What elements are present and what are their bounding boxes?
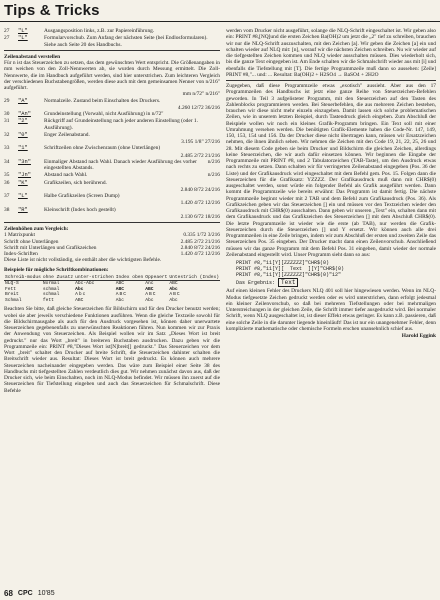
table-header: ohne Zusatz [42,274,74,280]
command-row [4,180,220,186]
table-cell: Breit [5,292,19,298]
command-description: Grundeinstellung (Vorwahl, nicht Ausführung) in n/72" [44,111,164,117]
table-cell: Abc [75,286,84,292]
command-code: "2" [18,118,28,125]
command-row [4,28,220,34]
section-note: Diese Liste ist nicht vollständig, sie enthält aber die wichtigsten Befehle. [4,257,162,264]
command-row [4,111,220,117]
command-number: 27 [4,28,10,34]
command-code: "K" [18,179,28,186]
magazine-name: CPC [17,589,33,597]
divider [4,50,220,51]
command-number: 38 [4,206,10,213]
command-description: Kleinschrift (Index hoch gestellt) [44,206,116,213]
divider [4,222,220,223]
command-row [4,172,220,178]
command-number: 33 [4,145,10,152]
command-number: 32 [4,131,10,138]
table-cell: Abc [115,297,125,303]
listing-line: PRINT #8,"11[Y][ZZZZZZ]"CHR$(0) [236,260,330,266]
command-code: "Jn" [18,172,31,179]
command-value: 3.195 1/8" 27/216 [181,139,220,145]
command-number: 36 [4,179,10,186]
command-number: 29 [4,97,10,104]
command-code: "3n" [18,158,31,165]
combination-table [4,275,220,304]
command-description: Einmaliger Abstand nach Wahl. Danach wieder Ausführung des vorher eingestellten Abstands. [44,158,197,171]
table-header: unter-strichen [75,274,114,280]
table-row [4,298,220,304]
command-value: 2.130 6/72 18/216 [180,213,220,220]
table-cell: Abc [145,297,154,303]
command-row [4,159,220,172]
command-value: 2.840 8/72 24/216 [180,186,220,193]
command-row [4,193,220,199]
command-code: "L" [18,193,28,199]
command-description: Formularvorschub. Zum Anfang der nächsten Seite (bei Endlosformularen). Siehe auch Seite 20 des Handbuchs. [44,35,208,48]
table-cell: Abc-Abc [75,281,95,287]
command-value: 4.260 12/72 36/216 [177,104,220,111]
table-cell: Abc [169,286,178,292]
command-row [4,118,220,131]
command-number: 30 [4,111,10,117]
command-row [4,132,220,138]
mode-name: Schrift ohne Unterlängen [4,238,59,245]
table-header-row [4,275,220,281]
command-code: "L" [18,35,28,42]
table-cell: ABC [145,292,157,298]
result-box: Text [278,278,298,287]
table-cell: Schmal [5,297,22,303]
table-cell: NLQ-S [5,281,19,287]
table-cell: fett [42,297,54,303]
table-cell: ABC [115,286,125,292]
mode-values: 0.335 1/72 3/216 [183,232,220,239]
mode-values: 2.840 8/72 24/216 [180,244,220,251]
command-number: 37 [4,193,10,199]
command-description: Grafikzeilen, sich berührend. [44,179,107,186]
body-text: Beachten Sie bitte, daß gleiche Steuerzeichen für Bildschirm und für den Drucker benutzt werden; wobei sie aber jeweils verschiedene Funktionen ausführen. Wenn die gleiche Textzeile sowohl für die Bildschirmausgabe als auch für den Ausdruck vorgesehen ist, können daher unerwartete Steuerzeichen gegebenenfalls zu unerwünschten Reaktionen führen. Nun kommen wir zur Praxis der Anwendung von Steuerzeichen. Als Beispiel wollen wir im Satz „Dieses Wort ist breit gedruckt." nur das Wort „breit" in breiteren Buchstaben ausdrucken. Dazu geben wir die Programmzeile ein: PRINT #8,"Dieses Wort ist[N]breit[] gedruckt." Das Steuerzeichen vor dem Wort „breit" schaltet den Drucker auf breite Schrift, die Steuerzeichen dahinter schalten die Breitschrift wieder aus. Resultat: Dieses Wort ist breit gedruckt. Es können auch mehrere Steuerzeichen nacheinander eingegeben werden. Das wäre zum Beispiel einer Seite 38 des Handbuchs mit tiefgestellten Zahlen verdeutlich dies gut. Wir nehmen zunächst davon aus, daß der Drucker sich, wie beim Einschalten, noch im NLQ-Modus befindet. Wir müssen ihn zuerst auf die Steuerzeichen für Tiefstellung eingeben und auch das Steuerzeichen für Schmalschrift. Diese Befehle [4,306,220,394]
page-header [0,0,440,22]
divider [226,80,436,81]
table-cell: Normal [42,281,60,287]
command-row [4,35,220,48]
command-value: 1.420 4/72 12/216 [180,200,220,207]
body-text: Zugegeben, daß diese Programmzeile etwas „exotisch" aussieht. Aber aus den 17 Programmzeilen des Handbuchs ist jetzt eine ganze Reihe von Steuerzeichen-Befehlen geworden. In Teil 3 aufgelisteter Programm, mit den Steuerzeichen auf den Tasten des Zahlenblocks programmieren werden. Bei Steuerbefehlen, die aus mehreren Zeichen bestehen, brauchen wir diese nicht mehr einzeln einzugeben. Damit lassen sich solche problematischen Zeilen, wie in unserem letzten Beispiel, durch Tastendruck gleich eingeben. Zum Abschluß der Beispiele wollen wir noch ein kleines Grafik-Programm bringen. Ein Text soll mit einer Umrahmung versehen werden. Die benötigten Grafik-Elemente haben die Code-Nr. 147, 149, 150, 153, 154 und 156. Da der Drucker diese nicht übertragen kann, müssen wir Ersatzzeichen nehmen, die ihnen ähnlich sehen. Wir nehmen die Zeichen mit den Code 19, 21, 22, 25, 26 und 28. Mit diesem Code geben sie beim Drucker und Bildschirm die gleichen Zeichen, allerdings keine Steuerzeichen, die wir auch dafür einsetzen können. Wir beginnen die Eingabe der Programmzeile mit PRINT #8, und 2 Tabulatorzeichen (TAB-Taste), um den Ausdruck etwas nach rechts zu setzen. Dann schalten wir für verringerten Zeilenabstand eingegeben (Pos. 36 der Liste) und der Grafikausdruck wird eingeschaltet mit dem Befehl gem. Pos. 15. Folgen dann die Steuerzeichen für die Grafiksatz: YZZZZ. Der Grafikausdruck muß dann mit CHR$(0) ausgeschaltet werden, sonst würde ein folgender Befehl als Grafik ausgeführt werden. Dann kommt die Programmzeile wie bereits erwähnt: Das Programm ist damit fertig. Die nächste Programmzeile beginnt wieder mit 2 TAB und dem Befehl zum Grafikausdruck (Pos. 36). Als Grafikzeichen geben wir das Steuerzeichen [] ein und müssen vor den Textzeichen wieder den Grafikausdruck mit CHR$(0) ausschalten. Dann geben wir unseren „Text" ein, schalten dann mit dem Grafikausdruck und das Grafikzeichen des Steuerzeichen [] mit dem Abschluß CHR$(0). Die letzte Programmzeile ist wieder wie die erste (ab TAB), nur werden die Grafik-Steuerzeichen durch die Steuerzeichen [] und Y ersetzt. Wir können auch alle drei Programmzeilen in eine Zeile bringen, indem wir zum Abschluß der ersten und zweiten Zeile das Steuerzeichen Pos. 35 eingeben. Der Drucker macht dann einen Zeilenvorschub. Anschließend müssen wir das ganze Programm mit dem Befehl Pos. 31 eingeben, damit wieder der normale Zeilenabstand eingestellt wird. Unser Programm sieht dann so aus: [226,83,436,258]
command-description: Normalzeile. Zustand beim Einschalten des Druckers. [44,97,161,104]
command-value: n/216 [207,172,220,179]
table-cell: ABC [169,292,181,298]
table-cell: Abc [169,297,178,303]
command-code: "R" [18,206,28,213]
listing-line: PRINT #8,"11[Y][ZZZZZZ]"CHR$(0)"12" [236,272,342,278]
command-value: n/216 [207,158,220,165]
column-header: mm n/72" n/216" [182,91,220,98]
table-cell: Fett [5,286,17,292]
result-label: Das Ergebnis: [236,280,276,286]
mode-values: 1.420 4/72 12/216 [180,251,220,257]
table-cell: Abc [75,292,87,298]
command-description: Enger Zeilenabstand. [44,131,90,138]
command-description: Ausgangsposition links, z.B. zur Papiereinführung. [44,28,155,34]
command-code: "0" [18,131,28,138]
listing-line: PRINT #8,"11[Y][ Text ][Y]"CHR$(0) [236,266,345,272]
table-cell: ABC [145,286,154,292]
table-cell: ABC [169,281,178,287]
table-header: Schreib-modus [5,274,41,280]
command-number: 34 [4,158,10,165]
section-text: Für n ist das Steuerzeichen zu setzen, das dem gewünschten Wert entspricht. Die Größenangaben in mm weichen von den Zoll-Nennwerten ab, sie wurden durch Messung ermittelt. Die Zoll-Nennwerte, die im Handbuch aufgeführt werden, sind hier unterstrichen. Zum leichteren Vergleich der verschiedenen Buchstabengrößen, werden diese auch mit dem gemeinsamen Nenner von n/216" aufgeführt. [4,60,220,91]
command-code: "L" [18,28,28,34]
table-cell: ABC [115,281,125,287]
command-row [4,145,220,151]
section-heading: Beispiele für mögliche Schriftkombinationen: [4,266,109,273]
command-description: Rückgriff auf Grundeinstellung nach jeder anderen Einstellung (oder 1. Ausführung). [44,118,198,131]
left-column [4,28,220,394]
command-code: "1" [18,145,28,152]
mode-name: Index-Schriften [4,251,38,257]
table-header: Oppeaert [145,274,168,280]
table-header: Index oben [115,274,144,280]
command-row [4,98,220,104]
page-title: Tips & Tricks [4,2,100,19]
table-cell: ABC [75,297,84,303]
command-description: Abstand nach Wahl. [44,172,88,179]
right-column [226,28,436,339]
page-number: 68 [4,588,13,598]
section-heading: Zeilenhöhen zum Vergleich: [4,226,69,232]
table-cell: schmal [42,286,60,292]
command-value: 2.485 2/72 21/216 [180,152,220,159]
command-code: "An" [18,111,31,117]
page-footer [4,587,436,599]
mode-name: 1 Matrixpunkt [4,232,35,239]
command-row [4,207,220,213]
command-number: 31 [4,118,10,125]
section-heading: Zeilenabstand verstellen [4,53,61,60]
result-line [236,280,436,286]
command-description: Halbe Grafikzeilen (Screen Dump) [44,193,120,199]
body-text: werden vom Drucker nicht ausgeführt, solange die NLQ-Schrift eingeschaltet ist. Wir geben also ein: PRINT #8,[NQ]und die ersten Zeichen Ba(OH)2 um jetzt die „2" tief zu schreiben, brauchen wir nur die NLQ-Schrift auszuschalten, mit den Zeichen [a]. Wir geben die Zeichen [a] ein und schalten wieder auf NLQ mit: [n], worauf wir die nächsten Zeichen schreiben. Nu wir wieder auf die tiefgestellten Zeichen kommen und NLQ wieder ausschalten müssen. Dies wiederholt sich, bis die ganze Text eingegeben ist. Am Ende schalten wir die Schmalschrift wieder aus mit [i] und ebenfalls die Tiefstellung mit [T]. Die fertige Programmzeile muß dann so aussehen: [Zeile] PRINT #8,"... und: ... Resultat: Ba(OH)2 + H2SO4 → BaSO4 + 2H2O [226,28,436,78]
mode-values: 2.485 2/72 21/216 [180,238,220,245]
body-text: Auf einen kleinen Fehler des Druckers NLQ 401 soll hier hingewiesen werden. Wenn im NLQ-Modus tiefgesetzte Zeichen gedruckt werden oder es wird unterstrichen, dann erfolgt jedesmal ein kleiner Zeilenvorschub, so daß bei mehreren Tiefstellungen oder bei mehrmaligen Unterstreichungen in der gleichen Zeile, die Schrift immer tiefer ausgedruckt wird. Bei normaler Schrift, wenn NLQ ausgeschaltet ist, ist dieser Effekt etwas geringer. Es kann z.B. passieren, daß eine solche Zeile in die darunter liegende hineinläuft! Das ist nur ein unangenehmer Fehler, denn komplizierte mathematische oder chemische Formeln erschen unansehnlich schief aus. [226,288,436,332]
program-listing [236,260,436,278]
command-values [4,214,220,220]
issue-number: 10'85 [37,589,55,597]
table-cell: ABC [115,292,128,298]
author-signature: Harold Eggink [401,333,436,339]
command-code: "A" [18,97,28,104]
table-cell: Anc [145,281,154,287]
mode-name: Schrift mit Unterlängen und Grafikzeichen [4,244,97,251]
command-number: 27 [4,35,10,42]
table-header: Untestrich (Index) [169,274,219,280]
command-description: Schriftzeilen ohne Zwischenraum (ohne Unterlängen) [44,145,161,152]
table-cell: schmal [42,292,60,298]
command-number: 35 [4,172,10,179]
